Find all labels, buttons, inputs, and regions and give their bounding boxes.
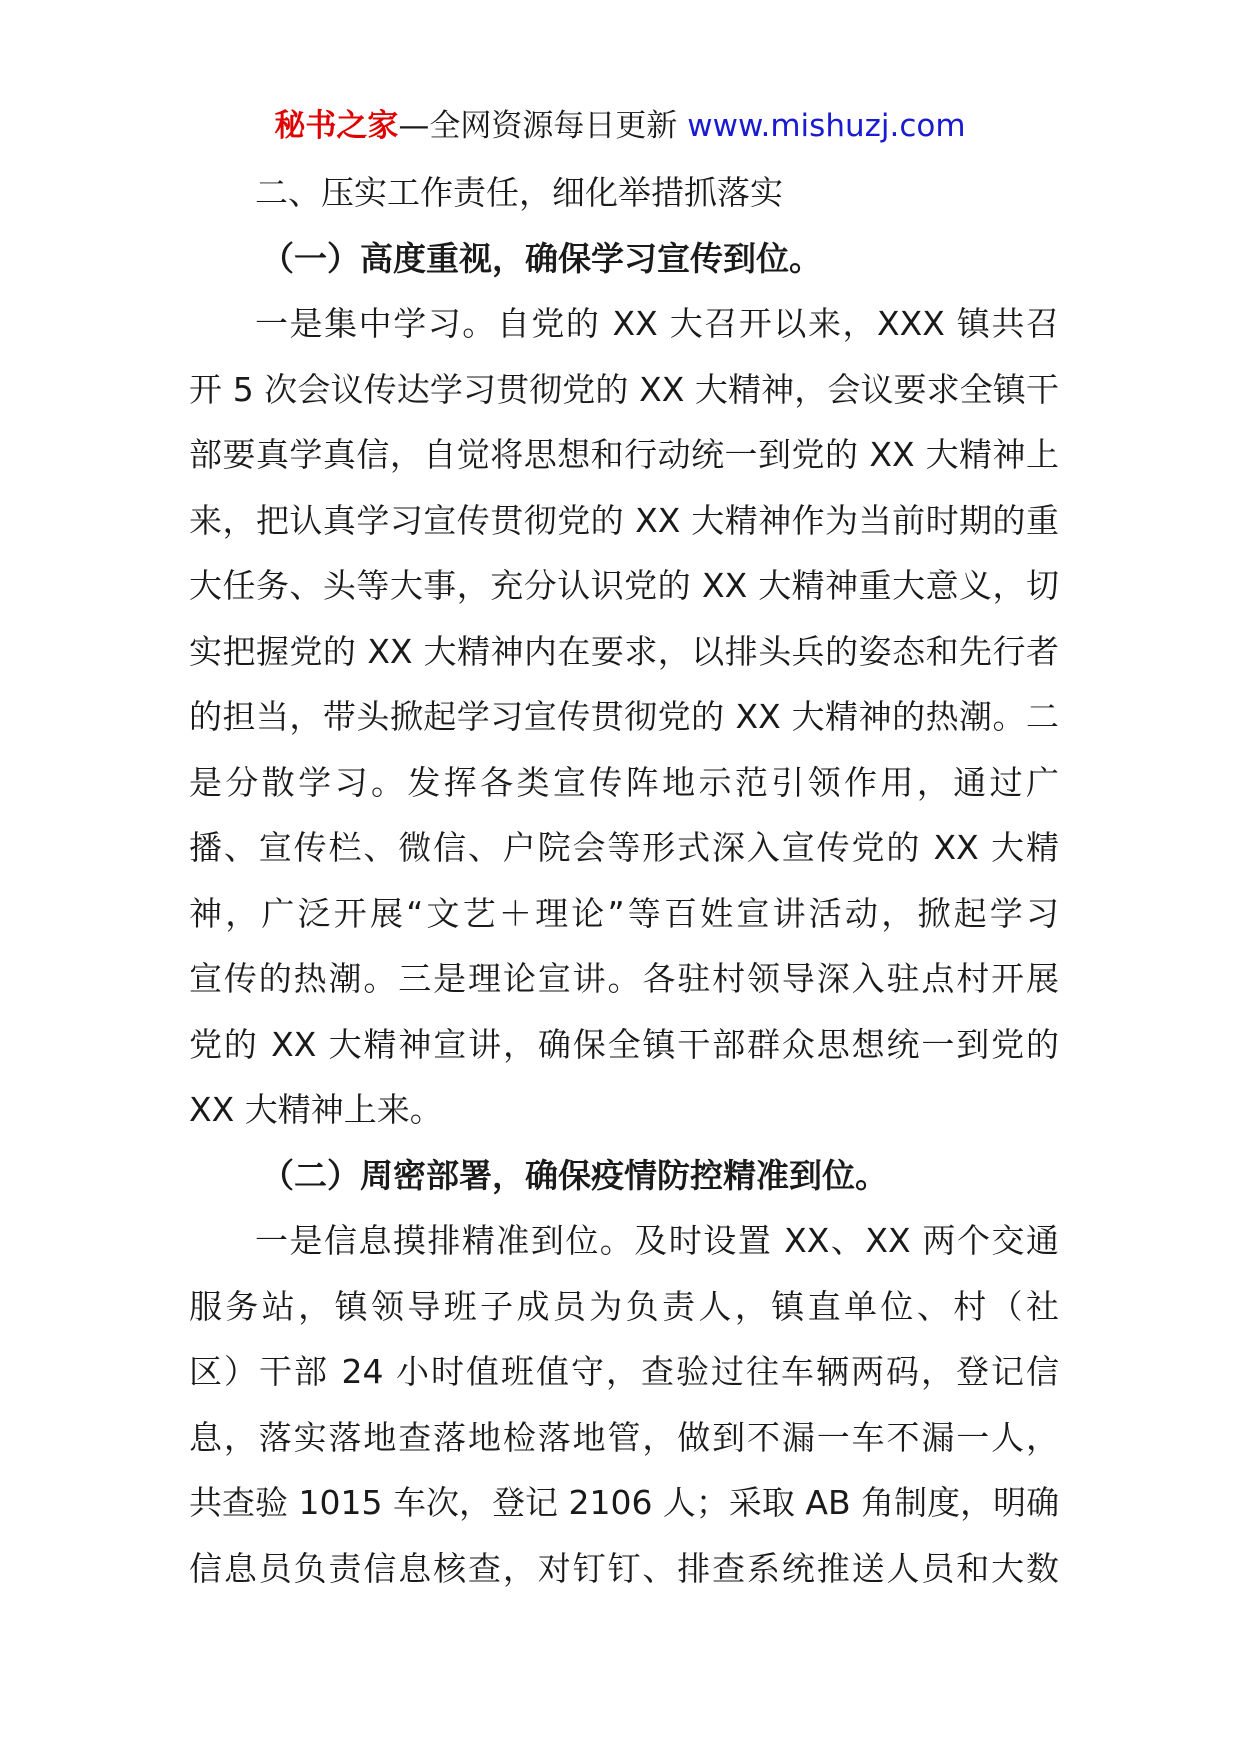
site-url-link[interactable]: www.mishuzj.com bbox=[687, 108, 966, 144]
paragraph-line: 息，落实落地查落地检落地管，做到不漏一车不漏一人， bbox=[189, 1417, 1059, 1457]
paragraph-line: 是分散学习。发挥各类宣传阵地示范引领作用，通过广 bbox=[189, 762, 1059, 802]
paragraph-line: 一是集中学习。自党的 XX 大召开以来，XXX 镇共召 bbox=[255, 304, 1059, 343]
paragraph-line: 党的 XX 大精神宣讲，确保全镇干部群众思想统一到党的 bbox=[189, 1024, 1059, 1064]
paragraph-line: 大任务、头等大事，充分认识党的 XX 大精神重大意义，切 bbox=[189, 566, 1059, 605]
paragraph-line: 一是信息摸排精准到位。及时设置 XX、XX 两个交通 bbox=[255, 1221, 1059, 1260]
paragraph-line: 信息员负责信息核查，对钉钉、排查系统推送人员和大数 bbox=[189, 1548, 1059, 1588]
paragraph-line: 播、宣传栏、微信、户院会等形式深入宣传党的 XX 大精 bbox=[189, 828, 1059, 867]
subsection-heading-1: （一）高度重视，确保学习宣传到位。 bbox=[261, 238, 822, 278]
paragraph-line: 区）干部 24 小时值班值守，查验过往车辆两码，登记信 bbox=[189, 1352, 1059, 1391]
paragraph-line: 来，把认真学习宣传贯彻党的 XX 大精神作为当前时期的重 bbox=[189, 500, 1059, 540]
paragraph-line: 服务站，镇领导班子成员为负责人，镇直单位、村（社 bbox=[189, 1286, 1059, 1326]
paragraph-line: 共查验 1015 车次，登记 2106 人；采取 AB 角制度，明确 bbox=[189, 1483, 1060, 1522]
paragraph-line: 开 5 次会议传达学习贯彻党的 XX 大精神，会议要求全镇干 bbox=[189, 369, 1059, 409]
paragraph-line: 部要真学真信，自觉将思想和行动统一到党的 XX 大精神上 bbox=[189, 435, 1059, 474]
paragraph-line: 神，广泛开展“文艺＋理论”等百姓宣讲活动，掀起学习 bbox=[189, 893, 1059, 933]
paragraph-line: 宣传的热潮。三是理论宣讲。各驻村领导深入驻点村开展 bbox=[189, 959, 1059, 998]
paragraph-line: 的担当，带头掀起学习宣传贯彻党的 XX 大精神的热潮。二 bbox=[189, 697, 1059, 736]
header-tagline: —全网资源每日更新 bbox=[398, 108, 688, 144]
brand-name: 秘书之家 bbox=[274, 108, 399, 144]
page-header bbox=[0, 100, 1240, 152]
document-body bbox=[189, 160, 1059, 1601]
section-title: 二、压实工作责任，细化举措抓落实 bbox=[255, 173, 783, 212]
paragraph-line: XX 大精神上来。 bbox=[189, 1090, 443, 1129]
subsection-heading-2: （二）周密部署，确保疫情防控精准到位。 bbox=[261, 1155, 888, 1195]
paragraph-line: 实把握党的 XX 大精神内在要求，以排头兵的姿态和先行者 bbox=[189, 631, 1059, 671]
